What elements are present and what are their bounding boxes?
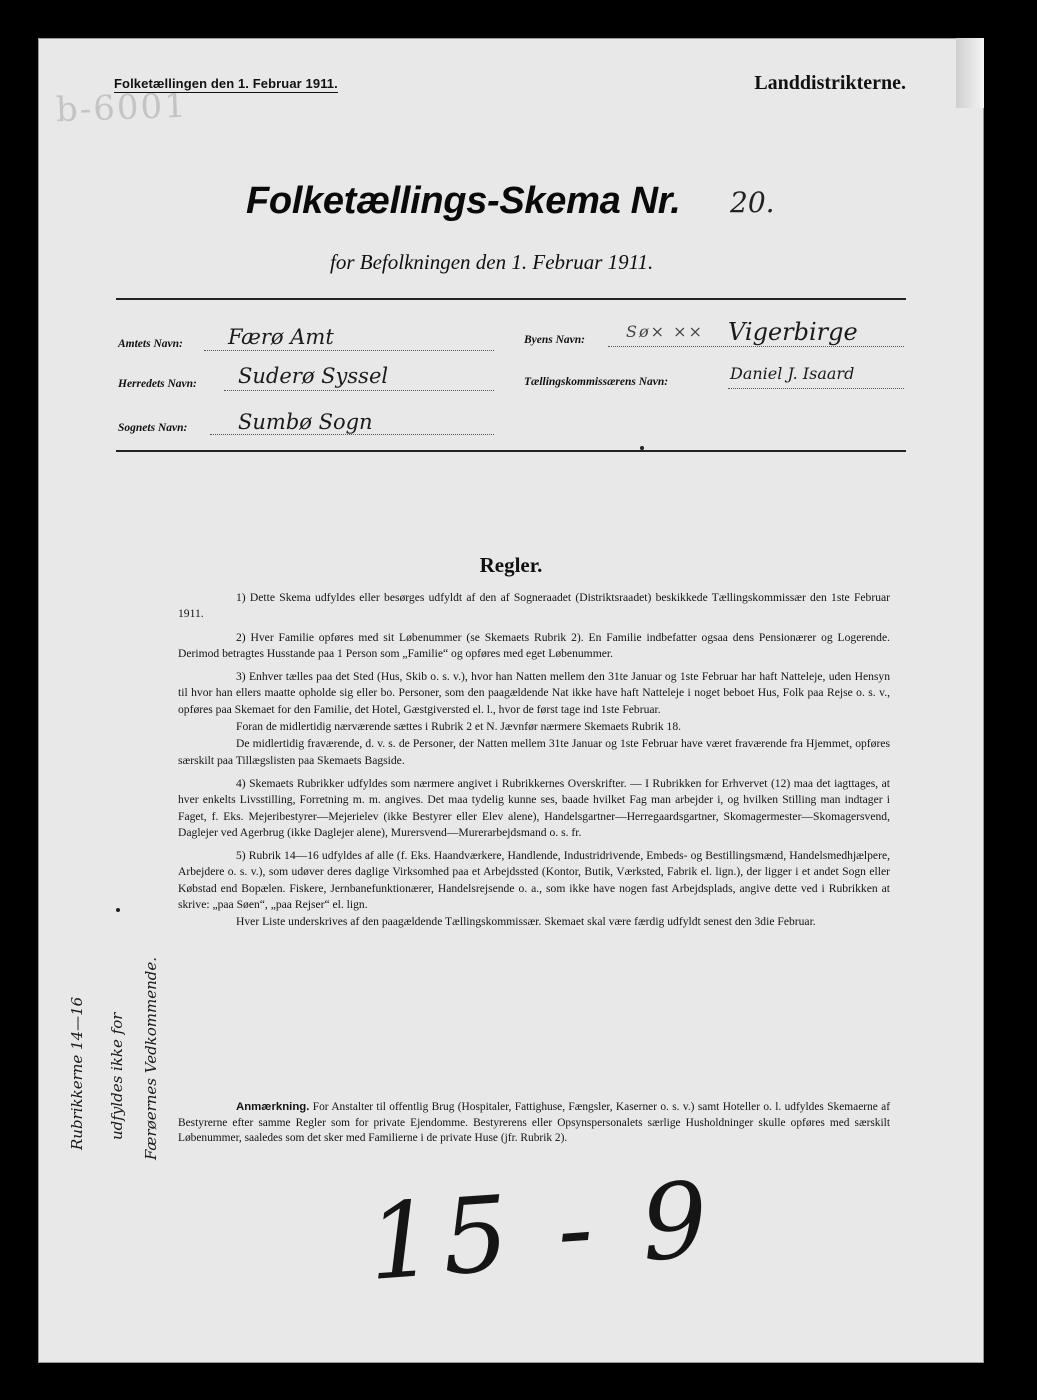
handwritten-record-number: 15 - 9 <box>364 1158 720 1304</box>
note-text: For Anstalter til offentlig Brug (Hospitaler, Fattighuse, Fængsler, Kaserner o. s. v.) samt Hoteller o. l. udfyldes Skemaerne af Bestyrerne efter samme Regler som for private Ejendomme. Bestyrerens eller Opsynspersonalets særlige Husholdninger skulle opføres med særskilt Løbenummer, saaledes som det sker med Familierne i de private Huse (jfr. Rubrik 2). <box>178 1101 890 1144</box>
fields-divider <box>116 450 906 452</box>
pencil-archive-mark: b-6001 <box>55 85 189 131</box>
paper-fold <box>956 38 984 108</box>
regler-body <box>178 590 890 938</box>
regler-heading: Regler. <box>479 553 543 577</box>
sogn-label: Sognets Navn: <box>118 422 188 434</box>
rule-signature: Hver Liste underskrives af den paagældende Tællingskommissær. Skemaet skal være færdig udfyldt senest den 3die Februar. <box>236 915 816 929</box>
rule-2: 2) Hver Familie opføres med sit Løbenummer (se Skemaets Rubrik 2). En Familie indbefatter ogsaa dens Pensionærer og Logerende. Derimod betragtes Husstande paa 1 Person som „Familie“ og opføres med eget Løbenummer. <box>178 630 890 660</box>
form-subtitle: for Befolkningen den 1. Februar 1911. <box>330 250 654 274</box>
herred-line <box>224 390 494 391</box>
by-crossed-out: Sø× ×× <box>626 322 704 341</box>
anmaerkning-note <box>178 1100 890 1147</box>
sogn-value: Sumbø Sogn <box>238 410 373 434</box>
rule-4: 4) Skemaets Rubrikker udfyldes som nærmere angivet i Rubrikkernes Overskrifter. — I Rubrikken for Erhvervet (12) maa det iagttages, at hver enkelts Livsstilling, Forretning m. m. angives. Det maa tydelig kunne ses, baade hvilket Fag man arbejder i, og hvilken Stilling man indtager i Faget, f. Eks. Mejeribestyrer—Mejerielev (ikke Bestyrer eller Elev alene), Handelsgartner—Herregaardsgartner, Skomagermester—Skomagersvend, Daglejer ved Agerbrug (ikke Daglejer alene), Murersvend—Murerarbejdsmand o. s. fr. <box>178 776 890 839</box>
census-form-page <box>38 38 984 1363</box>
rule-1: 1) Dette Skema udfyldes eller besørges udfyldt af den af Sogneraadet (Distriktsraadet) beskikkede Tællingskommissær den 1ste Februar 1911. <box>178 591 890 621</box>
rule-3-midlertidig-naervaerende: Foran de midlertidig nærværende sættes i Rubrik 2 et N. Jævnfør nærmere Skemaets Rubrik 18. <box>236 720 682 734</box>
side-note-line-3: Færøernes Vedkommende. <box>142 956 160 1160</box>
kommissaer-value: Daniel J. Isaard <box>730 364 855 383</box>
kommissaer-line <box>728 388 904 389</box>
by-label: Byens Navn: <box>524 334 586 346</box>
herred-label: Herredets Navn: <box>118 378 197 390</box>
rule-5: 5) Rubrik 14—16 udfyldes af alle (f. Eks. Haandværkere, Handlende, Industridrivende, Embeds- og Bestillingsmænd, Handelsmedhjælpere, Arbejdere o. s. v.), som udøver deres daglige Virksomhed paa et Arbejdssted (Kontor, Butik, Værksted, Fabrik el. lign.), der ligger i et andet Sogn eller Købstad end Bopælen. Fiskere, Jernbanefunktionærer, Handelsrejsende o. a., som ikke have nogen fast Arbejdsplads, angive dette ved i Rubrikken at skrive: „paa Søen“, „paa Rejser“ el. lign. <box>178 849 890 912</box>
form-title: Folketællings-Skema Nr. <box>246 180 681 222</box>
side-note-line-2: udfyldes ikke for <box>108 1012 126 1140</box>
note-label: Anmærkning. <box>236 1101 310 1113</box>
form-number: 20. <box>730 186 775 219</box>
amt-value: Færø Amt <box>228 325 334 349</box>
top-divider <box>116 298 906 300</box>
side-note-dot <box>116 908 120 912</box>
header-census-date: Folketællingen den 1. Februar 1911. <box>114 76 338 91</box>
amt-label: Amtets Navn: <box>118 338 183 350</box>
herred-value: Suderø Syssel <box>238 364 389 388</box>
header-district-type: Landdistrikterne. <box>754 72 906 94</box>
by-value: Vigerbirge <box>728 318 858 346</box>
sogn-line <box>210 434 494 435</box>
by-line <box>608 346 904 347</box>
amt-line <box>204 350 494 351</box>
rule-3-midlertidig-fravaerende: De midlertidig fraværende, d. v. s. de Personer, der Natten mellem 31te Januar og 1ste Februar have været fraværende fra Hjemmet, opføres særskilt paa Tillægslisten paa Skemaets Bagside. <box>178 737 890 767</box>
side-note-line-1: Rubrikkerne 14—16 <box>68 996 86 1150</box>
kommissaer-label: Tællingskommissærens Navn: <box>524 376 669 388</box>
rule-3: 3) Enhver tælles paa det Sted (Hus, Skib o. s. v.), hvor han Natten mellem den 31te Januar og 1ste Februar har haft Natteleje, uden Hensyn til hvor han ellers maatte opholde sig eller bo. Personer, som den paagældende Nat ikke have haft Natteleje i noget beboet Hus, Folk paa Rejse o. s. v., opføres paa Skemaet for den Familie, det Hotel, Gæstgiversted el. l., hvor de først tage ind 1ste Februar. <box>178 670 890 716</box>
